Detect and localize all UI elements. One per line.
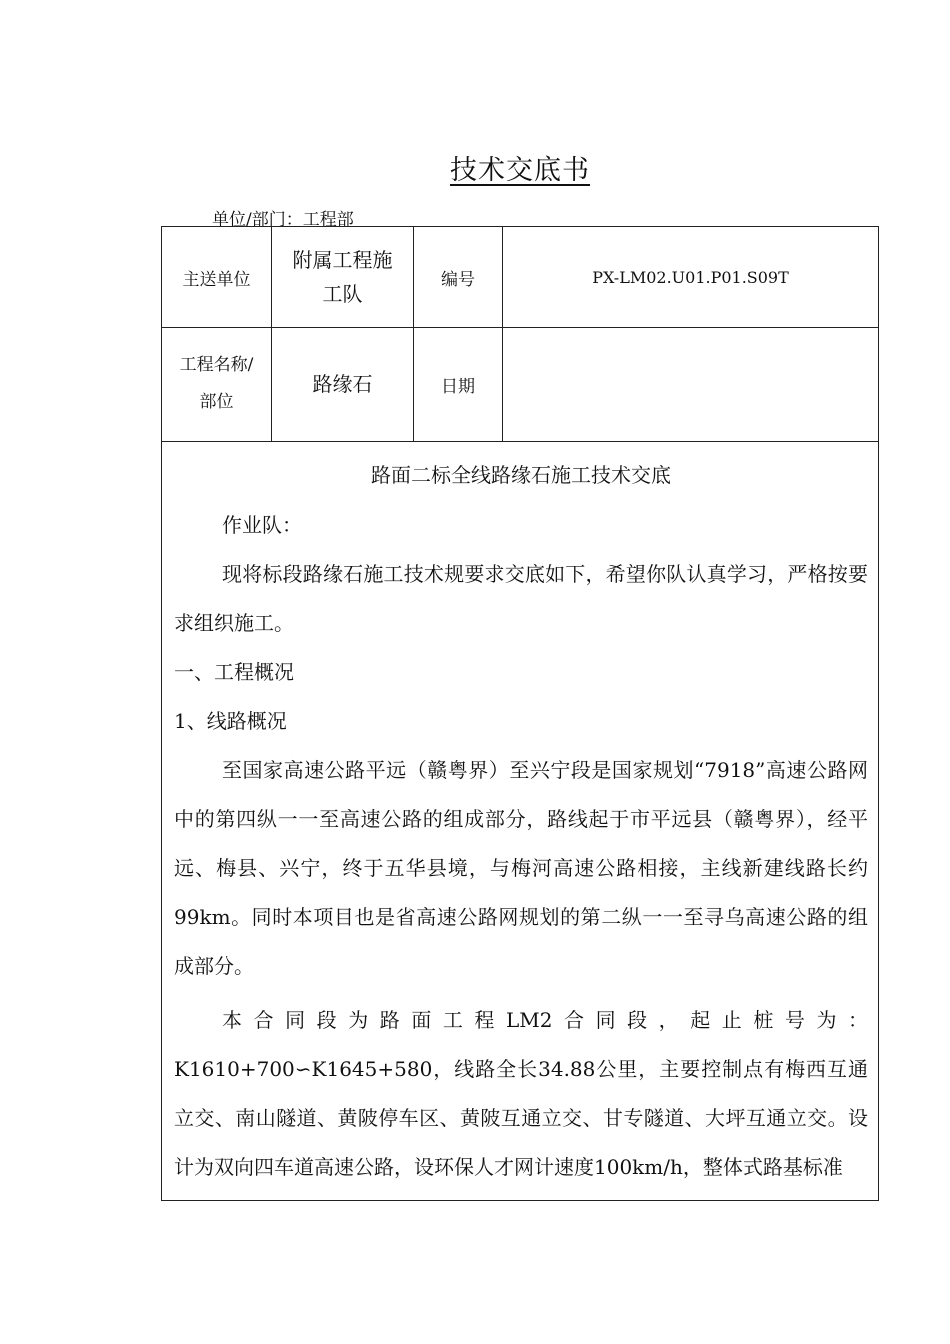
section-heading-overview: 一、工程概况 [174, 660, 294, 684]
subsection-heading-route: 1、线路概况 [174, 709, 287, 733]
route-paragraph: 至国家高速公路平远（赣粤界）至兴宁段是国家规划“7918”高速公路网中的第四纵一一至高速公路的组成部分，路线起于市平远县（赣粤界），经平远、梅县、兴宁，终于五华县境，与梅河高速公路相接，主线新建线路长约99km。同时本项目也是省高速公路网规划的第二纵一一至寻乌高速公路的组成部分。 [174, 758, 868, 978]
sender-value [272, 227, 414, 327]
unit-department-line: 单位/部门：工程部 [212, 210, 354, 230]
sender-value-text: 附属工程施工队 [292, 248, 393, 306]
project-label-text: 工程名称/部位 [179, 355, 254, 412]
project-label [162, 327, 272, 441]
greeting: 作业队： [222, 513, 302, 537]
content-heading: 路面二标全线路缘石施工技术交底 [371, 463, 671, 487]
document-title: 技术交底书 [450, 155, 590, 186]
number-value: PX-LM02.U01.P01.S09T [592, 267, 789, 287]
sender-label: 主送单位 [162, 227, 272, 327]
form-row-project [162, 327, 878, 442]
number-label: 编号 [414, 227, 503, 327]
disclosure-content [162, 441, 878, 1192]
form-row-sender [162, 227, 878, 328]
date-value [503, 327, 878, 441]
disclosure-form [161, 226, 879, 1201]
date-label: 日期 [414, 327, 503, 441]
intro-paragraph: 现将标段路缘石施工技术规要求交底如下，希望你队认真学习，严格按要求组织施工。 [174, 562, 868, 635]
project-value: 路缘石 [272, 327, 414, 441]
contract-paragraph: 本合同段为路面工程LM2合同段，起止桩号为：K1610+700∽K1645+580，线路全长34.88公里，主要控制点有梅西互通立交、南山隧道、黄陂停车区、黄陂互通立交、甘专隧道、大坪互通立交。设计为双向四车道高速公路，设环保人才网计速度100km/h，整体式路基标准 [174, 1008, 868, 1179]
